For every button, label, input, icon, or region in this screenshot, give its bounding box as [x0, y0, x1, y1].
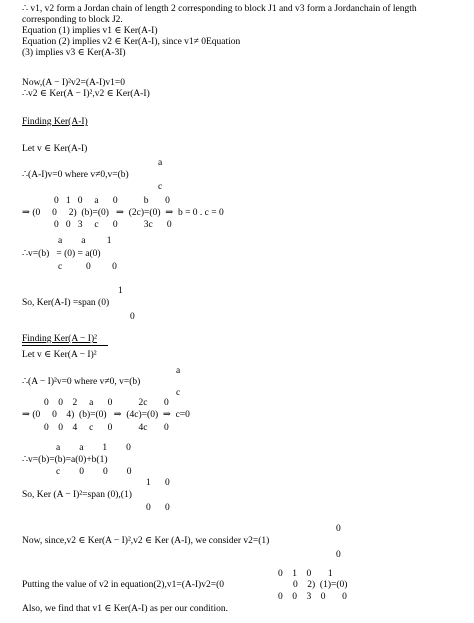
- span2-line: So, Ker (A − I)²=span (0),(1): [22, 490, 132, 500]
- matrix2-row-2: ⇒ (0 0 4) (b)=(0) ⇒ (4c)=(0) ⇒ c=0: [22, 410, 190, 420]
- span2-bottom: 0 0: [146, 503, 170, 513]
- now-line-1: Now,(A − I)²v2=(A-I)v1=0: [22, 78, 125, 88]
- vector-row-3: c 0 0: [58, 262, 117, 272]
- matrix-row-1: 0 1 0 a 0 b 0: [54, 196, 170, 206]
- v2-bottom: 0: [336, 550, 341, 560]
- eq2-line: ∴(A − I)²v=0 where v≠0, v=(b): [22, 377, 141, 387]
- vector2-row-3: c 0 0 0: [56, 467, 132, 477]
- intro-line-1: ∴ v1, v2 form a Jordan chain of length 2 corresponding to block J1 and v3 form a Jordanchain of length: [22, 4, 417, 14]
- intro-line-2: corresponding to block J2.: [22, 15, 123, 25]
- span-top: 1: [118, 286, 123, 296]
- matrix2-row-3: 0 0 4 c 0 4c 0: [44, 423, 169, 433]
- final-matrix-row-3: 0 0 3 0 0: [278, 592, 347, 602]
- vector2-row-2: ∴v=(b)=(b)=a(0)+b(1): [22, 455, 108, 465]
- intro-line-4: Equation (2) implies v2 ∈ Ker(A-I), since v1≠ 0Equation: [22, 37, 241, 47]
- finding-ker-heading: Finding Ker(A-I): [22, 117, 88, 127]
- vector2-row-1: a a 1 0: [56, 443, 131, 453]
- finding-ker2-heading: Finding Ker(A − I)²: [22, 334, 97, 344]
- vector-c-bottom: c: [158, 182, 163, 192]
- v2-top: 0: [336, 524, 341, 534]
- vector-a-top: a: [158, 158, 163, 168]
- intro-line-5: (3) implies v3 ∈ Ker(A-3I): [22, 48, 126, 58]
- final-matrix-row-1: 0 1 0 1: [278, 569, 333, 579]
- vector-row-1: a a 1: [58, 236, 112, 246]
- putting-line: Putting the value of v2 in equation(2),v1=(A-I)v2=(0: [22, 580, 224, 590]
- matrix2-row-1: 0 0 2 a 0 2c 0: [44, 398, 169, 408]
- vector2-a-top: a: [176, 366, 181, 376]
- now-line-2: ∴v2 ∈ Ker(A − I)²,v2 ∈ Ker(A-I): [22, 89, 150, 99]
- span2-top: 1 0: [146, 478, 170, 488]
- now-since-line: Now, since,v2 ∈ Ker(A − I)²,v2 ∈ Ker (A-I), we consider v2=(1): [22, 536, 270, 546]
- let-v-line: Let v ∈ Ker(A-I): [22, 144, 88, 154]
- final-matrix-row-2: 0 2) (1)=(0): [293, 580, 348, 590]
- eq-line: ∴(A-I)v=0 where v≠0,v=(b): [22, 170, 129, 180]
- matrix-row-2: ⇒ (0 0 2) (b)=(0) ⇒ (2c)=(0) ⇒ b = 0 . c = 0: [22, 208, 224, 218]
- vector-row-2: ∴v=(b) = (0) = a(0): [22, 249, 101, 259]
- also-line: Also, we find that v1 ∈ Ker(A-I) as per our condition.: [22, 604, 228, 614]
- let-v2-line: Let v ∈ Ker(A − I)²: [22, 350, 97, 360]
- matrix-row-3: 0 0 3 c 0 3c 0: [54, 220, 172, 230]
- span-bottom: 0: [130, 312, 135, 322]
- span-line: So, Ker(A-I) =span (0): [22, 298, 110, 308]
- vector2-c-bottom: c: [176, 388, 181, 398]
- intro-line-3: Equation (1) implies v1 ∈ Ker(A-I): [22, 26, 158, 36]
- heading-rule: [22, 345, 108, 346]
